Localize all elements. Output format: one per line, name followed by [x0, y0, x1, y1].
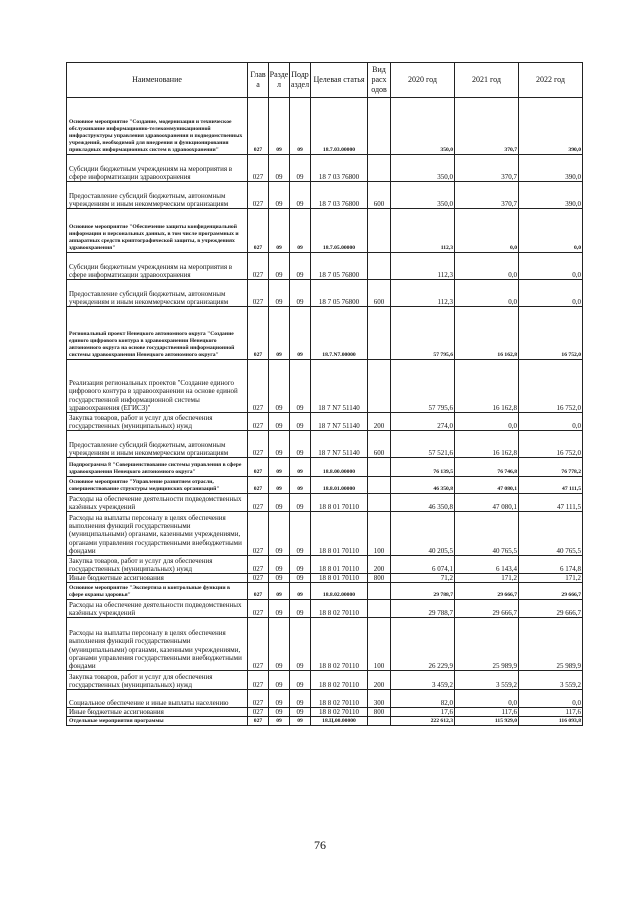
row-section: 09: [269, 574, 290, 583]
row-target-article: 18 8 01 70110: [311, 574, 368, 583]
row-value-2021: 40 765,5: [455, 512, 519, 556]
row-subsection: 09: [290, 280, 311, 307]
row-subsection: 09: [290, 413, 311, 431]
row-chapter: 027: [248, 155, 269, 182]
row-value-2022: 390,0: [519, 155, 583, 182]
row-subsection: 09: [290, 671, 311, 690]
row-expense-type: [368, 98, 391, 155]
row-expense-type: [368, 307, 391, 360]
row-value-2021: 370,7: [455, 98, 519, 155]
row-value-2021: 370,7: [455, 155, 519, 182]
row-subsection: 09: [290, 253, 311, 280]
table-row: [67, 494, 583, 512]
row-value-2020: 112,3: [391, 253, 455, 280]
row-value-2022: 29 666,7: [519, 600, 583, 618]
row-target-article: 18 7 03 76800: [311, 155, 368, 182]
row-value-2022: 47 111,5: [519, 477, 583, 494]
row-chapter: 027: [248, 307, 269, 360]
row-value-2021: 16 162,8: [455, 360, 519, 413]
row-value-2022: 3 559,2: [519, 671, 583, 690]
row-subsection: 09: [290, 458, 311, 477]
row-expense-type: [368, 155, 391, 182]
row-expense-type: 600: [368, 182, 391, 209]
row-expense-type: [368, 360, 391, 413]
table-row: [67, 307, 583, 360]
row-value-2021: 76 746,8: [455, 458, 519, 477]
row-target-article: 18 8 01 70110: [311, 494, 368, 512]
header-section: Разде л: [269, 63, 290, 98]
row-value-2021: 0,0: [455, 690, 519, 708]
row-value-2021: 117,6: [455, 708, 519, 717]
row-chapter: 027: [248, 717, 269, 726]
row-value-2020: 350,0: [391, 155, 455, 182]
table-body: [67, 98, 583, 726]
row-section: 09: [269, 360, 290, 413]
row-target-article: 18.7.N7.00000: [311, 307, 368, 360]
row-target-article: 18 8 01 70110: [311, 556, 368, 574]
row-name: Иные бюджетные ассигнования: [67, 574, 248, 583]
row-chapter: 027: [248, 618, 269, 671]
row-target-article: 18.7.03.00000: [311, 98, 368, 155]
row-target-article: 18 8 02 70110: [311, 618, 368, 671]
row-expense-type: 800: [368, 708, 391, 717]
row-target-article: 18.Ц.00.00000: [311, 717, 368, 726]
row-chapter: 027: [248, 477, 269, 494]
row-expense-type: 200: [368, 671, 391, 690]
row-chapter: 027: [248, 574, 269, 583]
row-section: 09: [269, 708, 290, 717]
row-target-article: 18 7 N7 51140: [311, 413, 368, 431]
row-value-2022: 171,2: [519, 574, 583, 583]
row-target-article: 18.7.05.00000: [311, 209, 368, 253]
row-value-2020: 82,0: [391, 690, 455, 708]
row-chapter: 027: [248, 556, 269, 574]
row-expense-type: 600: [368, 431, 391, 458]
row-name: Расходы на обеспечение деятельности подведомственных казённых учреждений: [67, 494, 248, 512]
header-subsection: Подр аздел: [290, 63, 311, 98]
row-name: Региональный проект Ненецкого автономного округа "Создание единого цифрового контура в здравоохранении Ненецкого автономного округа на основе государственной информационной системы здравоохранения Ненецкого автономного округа": [67, 307, 248, 360]
row-name: Иные бюджетные ассигнования: [67, 708, 248, 717]
row-value-2021: 6 143,4: [455, 556, 519, 574]
row-value-2022: 16 752,0: [519, 431, 583, 458]
row-section: 09: [269, 98, 290, 155]
budget-table: [66, 62, 583, 726]
row-target-article: 18.8.01.00000: [311, 477, 368, 494]
row-chapter: 027: [248, 708, 269, 717]
row-section: 09: [269, 600, 290, 618]
row-subsection: 09: [290, 618, 311, 671]
row-target-article: 18 8 02 70110: [311, 600, 368, 618]
row-section: 09: [269, 477, 290, 494]
row-chapter: 027: [248, 280, 269, 307]
row-value-2021: 16 162,8: [455, 307, 519, 360]
row-name: Расходы на выплаты персоналу в целях обеспечения выполнения функций государственными (муниципальными) органами, казенными учреждениями, органами управления государственными внебюджетными фондами: [67, 512, 248, 556]
row-chapter: 027: [248, 600, 269, 618]
row-name: Реализация региональных проектов "Создание единого цифрового контура в здравоохранении на основе единой государственной информационной системы здравоохранения (ЕГИСЗ)": [67, 360, 248, 413]
row-name: Предоставление субсидий бюджетным, автономным учреждениям и иным некоммерческим организациям: [67, 431, 248, 458]
row-section: 09: [269, 182, 290, 209]
row-expense-type: 800: [368, 574, 391, 583]
row-section: 09: [269, 494, 290, 512]
row-value-2021: 0,0: [455, 413, 519, 431]
row-value-2020: 274,0: [391, 413, 455, 431]
table-row: [67, 253, 583, 280]
row-subsection: 09: [290, 182, 311, 209]
row-value-2021: 3 559,2: [455, 671, 519, 690]
row-expense-type: [368, 458, 391, 477]
table-row: [67, 360, 583, 413]
row-value-2020: 112,3: [391, 280, 455, 307]
row-name: Расходы на выплаты персоналу в целях обеспечения выполнения функций государственными (муниципальными) органами, казенными учреждениями, органами управления государственными внебюджетными фондами: [67, 618, 248, 671]
row-section: 09: [269, 431, 290, 458]
row-value-2022: 16 752,0: [519, 360, 583, 413]
row-value-2020: 29 788,7: [391, 600, 455, 618]
row-value-2021: 171,2: [455, 574, 519, 583]
table-row: [67, 431, 583, 458]
row-target-article: 18 7 N7 51140: [311, 360, 368, 413]
row-chapter: 027: [248, 98, 269, 155]
row-chapter: 027: [248, 494, 269, 512]
row-subsection: 09: [290, 360, 311, 413]
row-target-article: 18 7 05 76800: [311, 253, 368, 280]
row-section: 09: [269, 671, 290, 690]
table-row: [67, 671, 583, 690]
table-row: [67, 182, 583, 209]
row-section: 09: [269, 618, 290, 671]
row-expense-type: 300: [368, 690, 391, 708]
row-chapter: 027: [248, 690, 269, 708]
row-subsection: 09: [290, 690, 311, 708]
row-value-2020: 40 205,5: [391, 512, 455, 556]
row-section: 09: [269, 512, 290, 556]
row-value-2021: 47 080,1: [455, 494, 519, 512]
row-subsection: 09: [290, 494, 311, 512]
row-expense-type: [368, 477, 391, 494]
row-value-2022: 47 111,5: [519, 494, 583, 512]
row-value-2020: 71,2: [391, 574, 455, 583]
row-value-2020: 29 788,7: [391, 583, 455, 600]
row-value-2020: 57 521,6: [391, 431, 455, 458]
table-row: [67, 458, 583, 477]
row-value-2020: 26 229,9: [391, 618, 455, 671]
row-expense-type: [368, 494, 391, 512]
row-name: Основное мероприятие "Создание, модернизация и техническое обслуживание информационно-телекоммуникационной инфраструктуры управления здравоохранения и подведомственных учреждений, необходимой для внедрения и функционирования прикладных информационных систем в здравоохранении": [67, 98, 248, 155]
row-target-article: 18 8 02 70110: [311, 708, 368, 717]
row-value-2022: 390,0: [519, 182, 583, 209]
row-subsection: 09: [290, 574, 311, 583]
header-year-2021: 2021 год: [455, 63, 519, 98]
row-target-article: 18 8 01 70110: [311, 512, 368, 556]
row-value-2022: 0,0: [519, 690, 583, 708]
table-row: [67, 583, 583, 600]
row-chapter: 027: [248, 671, 269, 690]
table-row: [67, 98, 583, 155]
row-target-article: 18 7 03 76800: [311, 182, 368, 209]
header-year-2020: 2020 год: [391, 63, 455, 98]
row-value-2021: 25 989,9: [455, 618, 519, 671]
row-value-2022: 0,0: [519, 280, 583, 307]
row-subsection: 09: [290, 512, 311, 556]
table-row: [67, 280, 583, 307]
row-section: 09: [269, 253, 290, 280]
row-value-2022: 16 752,0: [519, 307, 583, 360]
table-row: [67, 618, 583, 671]
row-section: 09: [269, 583, 290, 600]
row-name: Субсидии бюджетным учреждениям на мероприятия в сфере информатизации здравоохранения: [67, 253, 248, 280]
row-section: 09: [269, 155, 290, 182]
row-value-2020: 76 139,5: [391, 458, 455, 477]
row-target-article: 18 8 02 70110: [311, 690, 368, 708]
row-section: 09: [269, 556, 290, 574]
row-subsection: 09: [290, 600, 311, 618]
row-value-2022: 0,0: [519, 253, 583, 280]
row-target-article: 18.8.00.00000: [311, 458, 368, 477]
row-section: 09: [269, 307, 290, 360]
row-name: Закупка товаров, работ и услуг для обеспечения государственных (муниципальных) нужд: [67, 556, 248, 574]
row-value-2020: 112,3: [391, 209, 455, 253]
row-value-2021: 0,0: [455, 209, 519, 253]
row-value-2021: 47 080,1: [455, 477, 519, 494]
row-name: Предоставление субсидий бюджетным, автономным учреждениям и иным некоммерческим организациям: [67, 280, 248, 307]
row-expense-type: 100: [368, 512, 391, 556]
row-value-2020: 57 795,6: [391, 307, 455, 360]
row-value-2021: 16 162,8: [455, 431, 519, 458]
table-row: [67, 556, 583, 574]
header-name: Наименование: [67, 63, 248, 98]
row-value-2020: 350,0: [391, 182, 455, 209]
row-expense-type: 200: [368, 556, 391, 574]
row-name: Расходы на обеспечение деятельности подведомственных казённых учреждений: [67, 600, 248, 618]
row-name: Основное мероприятие "Обеспечение защиты конфиденциальной информации и персональных данных, в том числе программных и аппаратных средств криптографической защиты, в учреждениях здравоохранения": [67, 209, 248, 253]
table-row: [67, 690, 583, 708]
row-target-article: 18 8 02 70110: [311, 671, 368, 690]
row-name: Отдельные мероприятия программы: [67, 717, 248, 726]
row-value-2020: 46 350,8: [391, 477, 455, 494]
table-row: [67, 477, 583, 494]
row-value-2020: 6 074,1: [391, 556, 455, 574]
row-value-2022: 390,0: [519, 98, 583, 155]
row-chapter: 027: [248, 209, 269, 253]
row-name: Подпрограмма 8 "Совершенствование системы управления в сфере здравоохранения Ненецкого автономного округа": [67, 458, 248, 477]
row-name: Субсидии бюджетным учреждениям на мероприятия в сфере информатизации здравоохранения: [67, 155, 248, 182]
row-section: 09: [269, 690, 290, 708]
row-value-2020: 46 350,8: [391, 494, 455, 512]
table-row: [67, 708, 583, 717]
row-value-2022: 76 778,2: [519, 458, 583, 477]
row-expense-type: [368, 583, 391, 600]
row-subsection: 09: [290, 98, 311, 155]
header-year-2022: 2022 год: [519, 63, 583, 98]
row-section: 09: [269, 209, 290, 253]
row-chapter: 027: [248, 458, 269, 477]
row-value-2020: 350,0: [391, 98, 455, 155]
row-subsection: 09: [290, 431, 311, 458]
row-value-2021: 29 666,7: [455, 583, 519, 600]
table-row: [67, 574, 583, 583]
row-value-2020: 3 459,2: [391, 671, 455, 690]
row-subsection: 09: [290, 155, 311, 182]
row-value-2022: 117,6: [519, 708, 583, 717]
row-chapter: 027: [248, 253, 269, 280]
table-row: [67, 209, 583, 253]
header-target-article: Целевая статья: [311, 63, 368, 98]
row-expense-type: [368, 600, 391, 618]
row-subsection: 09: [290, 556, 311, 574]
row-section: 09: [269, 280, 290, 307]
row-subsection: 09: [290, 477, 311, 494]
row-name: Закупка товаров, работ и услуг для обеспечения государственных (муниципальных) нужд: [67, 413, 248, 431]
row-chapter: 027: [248, 431, 269, 458]
row-subsection: 09: [290, 583, 311, 600]
row-section: 09: [269, 413, 290, 431]
row-value-2021: 0,0: [455, 280, 519, 307]
row-section: 09: [269, 458, 290, 477]
row-name: Социальное обеспечение и иные выплаты населению: [67, 690, 248, 708]
header-expense-type: Вид расх одов: [368, 63, 391, 98]
row-expense-type: [368, 209, 391, 253]
table-row: [67, 155, 583, 182]
row-value-2022: 0,0: [519, 209, 583, 253]
row-expense-type: 200: [368, 413, 391, 431]
table-row: [67, 413, 583, 431]
row-value-2022: 25 989,9: [519, 618, 583, 671]
row-value-2021: 370,7: [455, 182, 519, 209]
row-value-2022: 29 666,7: [519, 583, 583, 600]
row-value-2020: 222 612,3: [391, 717, 455, 726]
row-name: Основное мероприятие "Экспертиза и контрольные функции в сфере охраны здоровья": [67, 583, 248, 600]
row-value-2020: 57 795,6: [391, 360, 455, 413]
row-chapter: 027: [248, 182, 269, 209]
row-name: Закупка товаров, работ и услуг для обеспечения государственных (муниципальных) нужд: [67, 671, 248, 690]
row-target-article: 18.8.02.00000: [311, 583, 368, 600]
row-target-article: 18 7 05 76800: [311, 280, 368, 307]
row-subsection: 09: [290, 209, 311, 253]
table-row: [67, 512, 583, 556]
row-subsection: 09: [290, 708, 311, 717]
row-target-article: 18 7 N7 51140: [311, 431, 368, 458]
row-expense-type: 100: [368, 618, 391, 671]
row-section: 09: [269, 717, 290, 726]
table-row: [67, 600, 583, 618]
row-value-2021: 29 666,7: [455, 600, 519, 618]
row-chapter: 027: [248, 583, 269, 600]
row-value-2021: 115 929,0: [455, 717, 519, 726]
table-row: [67, 717, 583, 726]
row-name: Предоставление субсидий бюджетным, автономным учреждениям и иным некоммерческим организациям: [67, 182, 248, 209]
row-expense-type: 600: [368, 280, 391, 307]
row-value-2022: 0,0: [519, 413, 583, 431]
row-chapter: 027: [248, 512, 269, 556]
row-value-2022: 40 765,5: [519, 512, 583, 556]
row-name: Основное мероприятие "Управление развитием отрасли, совершенствование структуры медицинских организаций": [67, 477, 248, 494]
header-chapter: Глав а: [248, 63, 269, 98]
row-value-2022: 6 174,8: [519, 556, 583, 574]
header-row: [67, 63, 583, 98]
page-number: 76: [314, 838, 326, 852]
row-expense-type: [368, 253, 391, 280]
row-expense-type: [368, 717, 391, 726]
row-value-2022: 116 093,8: [519, 717, 583, 726]
row-subsection: 09: [290, 307, 311, 360]
row-chapter: 027: [248, 360, 269, 413]
row-chapter: 027: [248, 413, 269, 431]
row-value-2020: 17,6: [391, 708, 455, 717]
row-subsection: 09: [290, 717, 311, 726]
row-value-2021: 0,0: [455, 253, 519, 280]
